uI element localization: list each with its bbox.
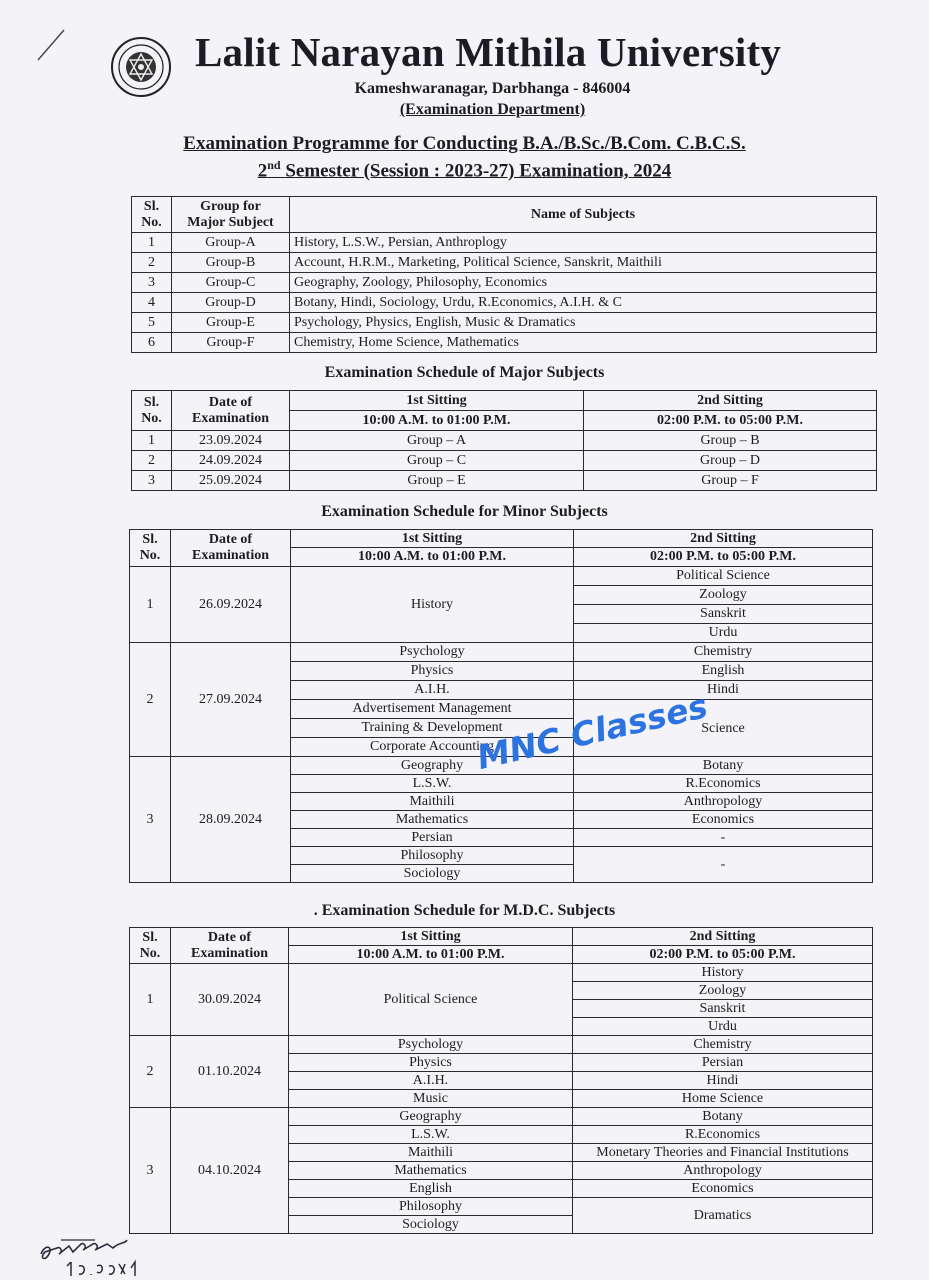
cell: Dramatics	[573, 1198, 873, 1234]
column-header: 10:00 A.M. to 01:00 P.M.	[289, 946, 573, 964]
cell: 28.09.2024	[171, 757, 291, 883]
cell: 1	[130, 567, 171, 643]
cell: Sanskrit	[573, 1000, 873, 1018]
semester-title: 2nd Semester (Session : 2023-27) Examination, 2024	[257, 158, 672, 182]
cell: Persian	[291, 829, 574, 847]
cell: Group-D	[172, 293, 290, 313]
column-header: 1st Sitting	[289, 928, 573, 946]
column-header: 02:00 P.M. to 05:00 P.M.	[574, 548, 873, 567]
programme-title: Examination Programme for Conducting B.A./B.Sc./B.Com. C.B.C.S.	[183, 133, 746, 154]
cell: 1	[130, 964, 171, 1036]
cell: Group-B	[172, 253, 290, 273]
cell: English	[289, 1180, 573, 1198]
cell: Group – F	[584, 471, 877, 491]
cell: Botany	[574, 757, 873, 775]
cell: Political Science	[574, 567, 873, 586]
cell: Physics	[289, 1054, 573, 1072]
cell: Music	[289, 1090, 573, 1108]
cell: R.Economics	[574, 775, 873, 793]
cell: Anthropology	[574, 793, 873, 811]
table-row	[130, 1108, 873, 1126]
column-header: Sl. No.	[132, 391, 172, 431]
cell: 2	[132, 253, 172, 273]
cell: Chemistry	[574, 643, 873, 662]
table-row	[132, 451, 877, 471]
cell: Group – D	[584, 451, 877, 471]
cell: R.Economics	[573, 1126, 873, 1144]
cell: 3	[130, 1108, 171, 1234]
cell: Group – E	[290, 471, 584, 491]
column-header: Date of Examination	[171, 928, 289, 964]
table-header-row	[132, 197, 877, 233]
table-header-row	[132, 391, 877, 411]
cell: 25.09.2024	[172, 471, 290, 491]
table-row	[132, 333, 877, 353]
column-header: 2nd Sitting	[573, 928, 873, 946]
cell: L.S.W.	[291, 775, 574, 793]
cell: 1	[132, 431, 172, 451]
cell: Persian	[573, 1054, 873, 1072]
cell: History, L.S.W., Persian, Anthroplogy	[290, 233, 877, 253]
cell: Psychology	[289, 1036, 573, 1054]
mdc-schedule-table	[129, 927, 873, 1234]
cell: Science	[574, 700, 873, 757]
cell: 6	[132, 333, 172, 353]
cell: Sociology	[291, 865, 574, 883]
cell: Corporate Accounting	[291, 738, 574, 757]
cell: Group-F	[172, 333, 290, 353]
cell: 04.10.2024	[171, 1108, 289, 1234]
cell: Monetary Theories and Financial Institutions	[573, 1144, 873, 1162]
cell: History	[291, 567, 574, 643]
column-header: Name of Subjects	[290, 197, 877, 233]
cell: 1	[132, 233, 172, 253]
cell: 2	[132, 451, 172, 471]
cell: -	[574, 847, 873, 883]
groups-table	[131, 196, 877, 353]
column-header: 2nd Sitting	[584, 391, 877, 411]
table-row	[130, 567, 873, 586]
table-header-row	[130, 530, 873, 548]
cell: Sociology	[289, 1216, 573, 1234]
column-header: Date of Examination	[172, 391, 290, 431]
column-header: Date of Examination	[171, 530, 291, 567]
cell: 3	[130, 757, 171, 883]
cell: 23.09.2024	[172, 431, 290, 451]
cell: Zoology	[574, 586, 873, 605]
cell: Psychology	[291, 643, 574, 662]
cell: 2	[130, 643, 171, 757]
cell: Group-E	[172, 313, 290, 333]
cell: Economics	[573, 1180, 873, 1198]
cell: Mathematics	[291, 811, 574, 829]
cell: Home Science	[573, 1090, 873, 1108]
table-row	[132, 293, 877, 313]
cell: Geography	[291, 757, 574, 775]
table-row	[132, 273, 877, 293]
column-header: Sl. No.	[130, 928, 171, 964]
cell: 26.09.2024	[171, 567, 291, 643]
cell: Mathematics	[289, 1162, 573, 1180]
cell: Urdu	[574, 624, 873, 643]
cell: 3	[132, 273, 172, 293]
cell: Maithili	[291, 793, 574, 811]
cell: Political Science	[289, 964, 573, 1036]
cell: Philosophy	[289, 1198, 573, 1216]
cell: A.I.H.	[289, 1072, 573, 1090]
column-header: 02:00 P.M. to 05:00 P.M.	[573, 946, 873, 964]
table-row	[132, 471, 877, 491]
cell: 30.09.2024	[171, 964, 289, 1036]
column-header: 2nd Sitting	[574, 530, 873, 548]
university-name: Lalit Narayan Mithila University	[195, 29, 782, 75]
cell: Maithili	[289, 1144, 573, 1162]
cell: 24.09.2024	[172, 451, 290, 471]
cell: L.S.W.	[289, 1126, 573, 1144]
column-header: 10:00 A.M. to 01:00 P.M.	[290, 411, 584, 431]
cell: Account, H.R.M., Marketing, Political Science, Sanskrit, Maithili	[290, 253, 877, 273]
column-header: 02:00 P.M. to 05:00 P.M.	[584, 411, 877, 431]
cell: 4	[132, 293, 172, 313]
cell: Philosophy	[291, 847, 574, 865]
cell: Group-A	[172, 233, 290, 253]
watermark-text: MNC Classes	[473, 686, 712, 777]
cell: Sanskrit	[574, 605, 873, 624]
column-header: 1st Sitting	[290, 391, 584, 411]
cell: Economics	[574, 811, 873, 829]
column-header: Group for Major Subject	[172, 197, 290, 233]
table-row	[130, 1036, 873, 1054]
cell: Physics	[291, 662, 574, 681]
column-header: 10:00 A.M. to 01:00 P.M.	[291, 548, 574, 567]
table-row	[130, 964, 873, 982]
cell: Geography, Zoology, Philosophy, Economics	[290, 273, 877, 293]
major-schedule-title: Examination Schedule of Major Subjects	[324, 364, 605, 381]
table-row	[132, 431, 877, 451]
minor-schedule-table	[129, 529, 873, 883]
cell: A.I.H.	[291, 681, 574, 700]
cell: English	[574, 662, 873, 681]
cell: Hindi	[573, 1072, 873, 1090]
cell: Anthropology	[573, 1162, 873, 1180]
cell: Chemistry, Home Science, Mathematics	[290, 333, 877, 353]
cell: 3	[132, 471, 172, 491]
table-row	[130, 643, 873, 662]
minor-schedule-title: Examination Schedule for Minor Subjects	[321, 503, 608, 520]
cell: Advertisement Management	[291, 700, 574, 719]
column-header: Sl. No.	[132, 197, 172, 233]
cell: Group – C	[290, 451, 584, 471]
table-row	[132, 253, 877, 273]
cell: Zoology	[573, 982, 873, 1000]
cell: Group – A	[290, 431, 584, 451]
cell: Geography	[289, 1108, 573, 1126]
cell: -	[574, 829, 873, 847]
cell: 2	[130, 1036, 171, 1108]
table-row	[132, 313, 877, 333]
column-header: Sl. No.	[130, 530, 171, 567]
cell: 01.10.2024	[171, 1036, 289, 1108]
cell: Urdu	[573, 1018, 873, 1036]
cell: Botany	[573, 1108, 873, 1126]
cell: History	[573, 964, 873, 982]
cell: Hindi	[574, 681, 873, 700]
cell: 27.09.2024	[171, 643, 291, 757]
major-schedule-table	[131, 390, 877, 491]
university-address: Kameshwaranagar, Darbhanga - 846004	[354, 80, 631, 97]
table-row	[132, 233, 877, 253]
cell: Botany, Hindi, Sociology, Urdu, R.Economics, A.I.H. & C	[290, 293, 877, 313]
mdc-schedule-title: . Examination Schedule for M.D.C. Subjects	[313, 902, 616, 919]
cell: Chemistry	[573, 1036, 873, 1054]
cell: Group-C	[172, 273, 290, 293]
pen-stroke-mark	[36, 28, 66, 62]
table-header-row	[130, 928, 873, 946]
department-name: (Examination Department)	[399, 101, 586, 118]
cell: Group – B	[584, 431, 877, 451]
cell: 5	[132, 313, 172, 333]
cell: Training & Development	[291, 719, 574, 738]
handwritten-signature	[35, 1236, 145, 1280]
column-header: 1st Sitting	[291, 530, 574, 548]
cell: Psychology, Physics, English, Music & Dramatics	[290, 313, 877, 333]
